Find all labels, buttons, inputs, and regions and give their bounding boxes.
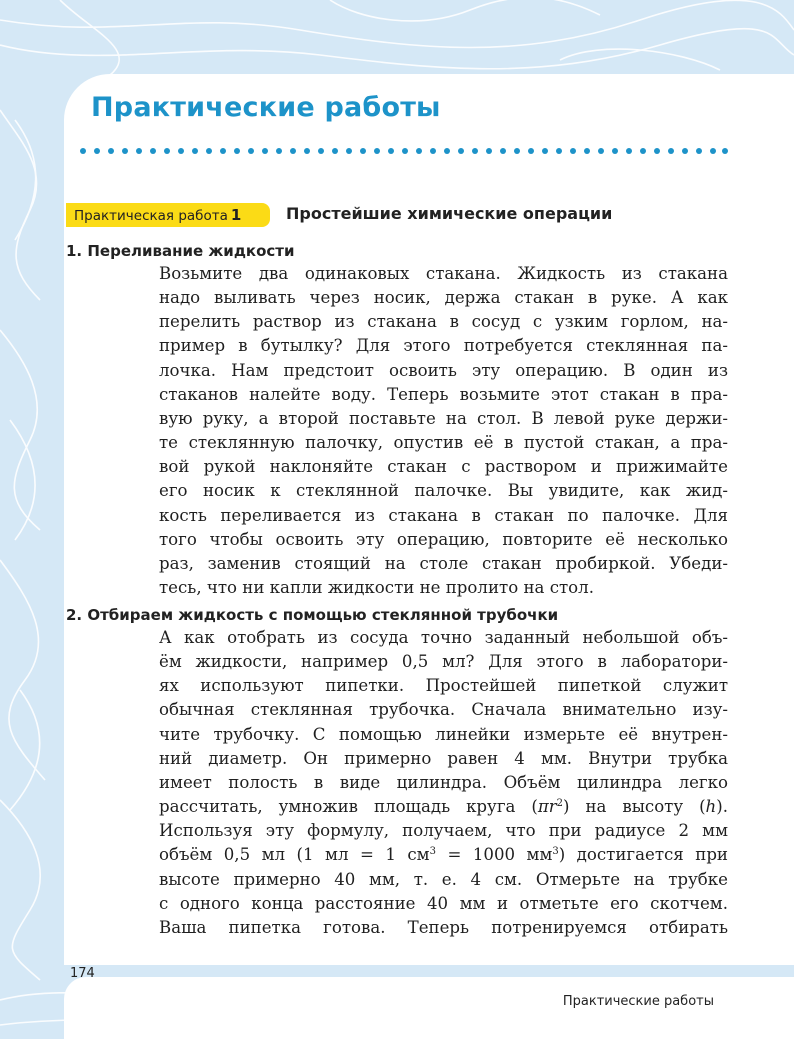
page-title: Практические работы [91,92,441,123]
section-heading: 1. Переливание жидкости [66,242,295,260]
practical-work-badge [66,203,270,227]
page-number: 174 [70,966,95,981]
text-line: его носик к стеклянной палочке. Вы увидите, как жид- [159,481,728,501]
formula-text: ) на высоту ( [563,797,706,817]
text-line: стаканов налейте воду. Теперь возьмите этот стакан в пра- [159,384,728,404]
formula-text: ). [716,797,728,817]
text-line: с одного конца расстояние 40 мм и отметьте его скотчем. [159,893,728,913]
text-line: лочка. Нам предстоит освоить эту операцию. В один из [159,360,728,380]
units-text: ) достигается при [558,845,728,865]
text-line: Возьмите два одинаковых стакана. Жидкость из стакана [159,264,728,283]
exponent: 2 [556,798,564,810]
text-line: Используя эту формулу, получаем, что при радиусе 2 мм [159,821,728,841]
units-line [159,843,728,867]
text-line: вой рукой наклоняйте стакан с раствором и прижимайте [159,457,728,477]
exponent: 3 [552,846,559,858]
title-dotted-divider [80,146,730,156]
text-line: перелить раствор из стакана в сосуд с узким горлом, на- [159,312,728,332]
section-1-paragraph [159,262,728,600]
badge-label: Практическая работа [74,208,228,224]
section-2-paragraph [159,626,728,940]
section-heading: 2. Отбираем жидкость с помощью стеклянной трубочки [66,606,559,624]
radius-symbol: r [548,797,557,817]
units-text: = 1000 мм [435,845,553,865]
running-footer-title: Практические работы [562,994,714,1009]
text-line: ний диаметр. Он примерно равен 4 мм. Внутри трубка [159,748,728,768]
units-text: объём 0,5 мл (1 мл = 1 см [159,845,430,865]
text-line: ём жидкости, например 0,5 мл? Для этого в лаборатори- [159,652,728,672]
text-line: чите трубочку. С помощью линейки измерьте её внутрен- [159,724,728,744]
text-line: вую руку, а второй поставьте на стол. В левой руке держи- [159,408,728,428]
text-line: имеет полость в виде цилиндра. Объём цилиндра легко [159,772,728,792]
text-line: А как отобрать из сосуда точно заданный небольшой объ- [159,628,728,647]
text-line: те стеклянную палочку, опустив её в пустой стакан, а пра- [159,433,728,453]
badge-number: 1 [230,206,242,224]
text-line: кость переливается из стакана в стакан по палочке. Для [159,505,728,525]
height-symbol: h [705,797,717,817]
text-line: тесь, что ни капли жидкости не пролито на стол. [159,578,594,598]
text-line: раз, заменив стоящий на столе стакан пробиркой. Убеди- [159,553,728,573]
text-line: Ваша пипетка готова. Теперь потренируемся отбирать [159,917,728,937]
text-line: ях используют пипетки. Простейшей пипеткой служит [159,676,728,696]
exponent: 3 [429,846,436,858]
formula-line [159,795,728,819]
work-title: Простейшие химические операции [286,204,613,223]
formula-text: рассчитать, умножив площадь круга ( [159,797,538,817]
text-line: надо выливать через носик, держа стакан в руке. А как [159,288,728,308]
text-line: пример в бутылку? Для этого потребуется стеклянная па- [159,336,728,356]
text-line: обычная стеклянная трубочка. Сначала внимательно изу- [159,700,728,720]
text-line: высоте примерно 40 мм, т. е. 4 см. Отмерьте на трубке [159,869,728,889]
text-line: того чтобы освоить эту операцию, повторите её несколько [159,529,728,549]
pi-symbol: π [537,797,549,817]
